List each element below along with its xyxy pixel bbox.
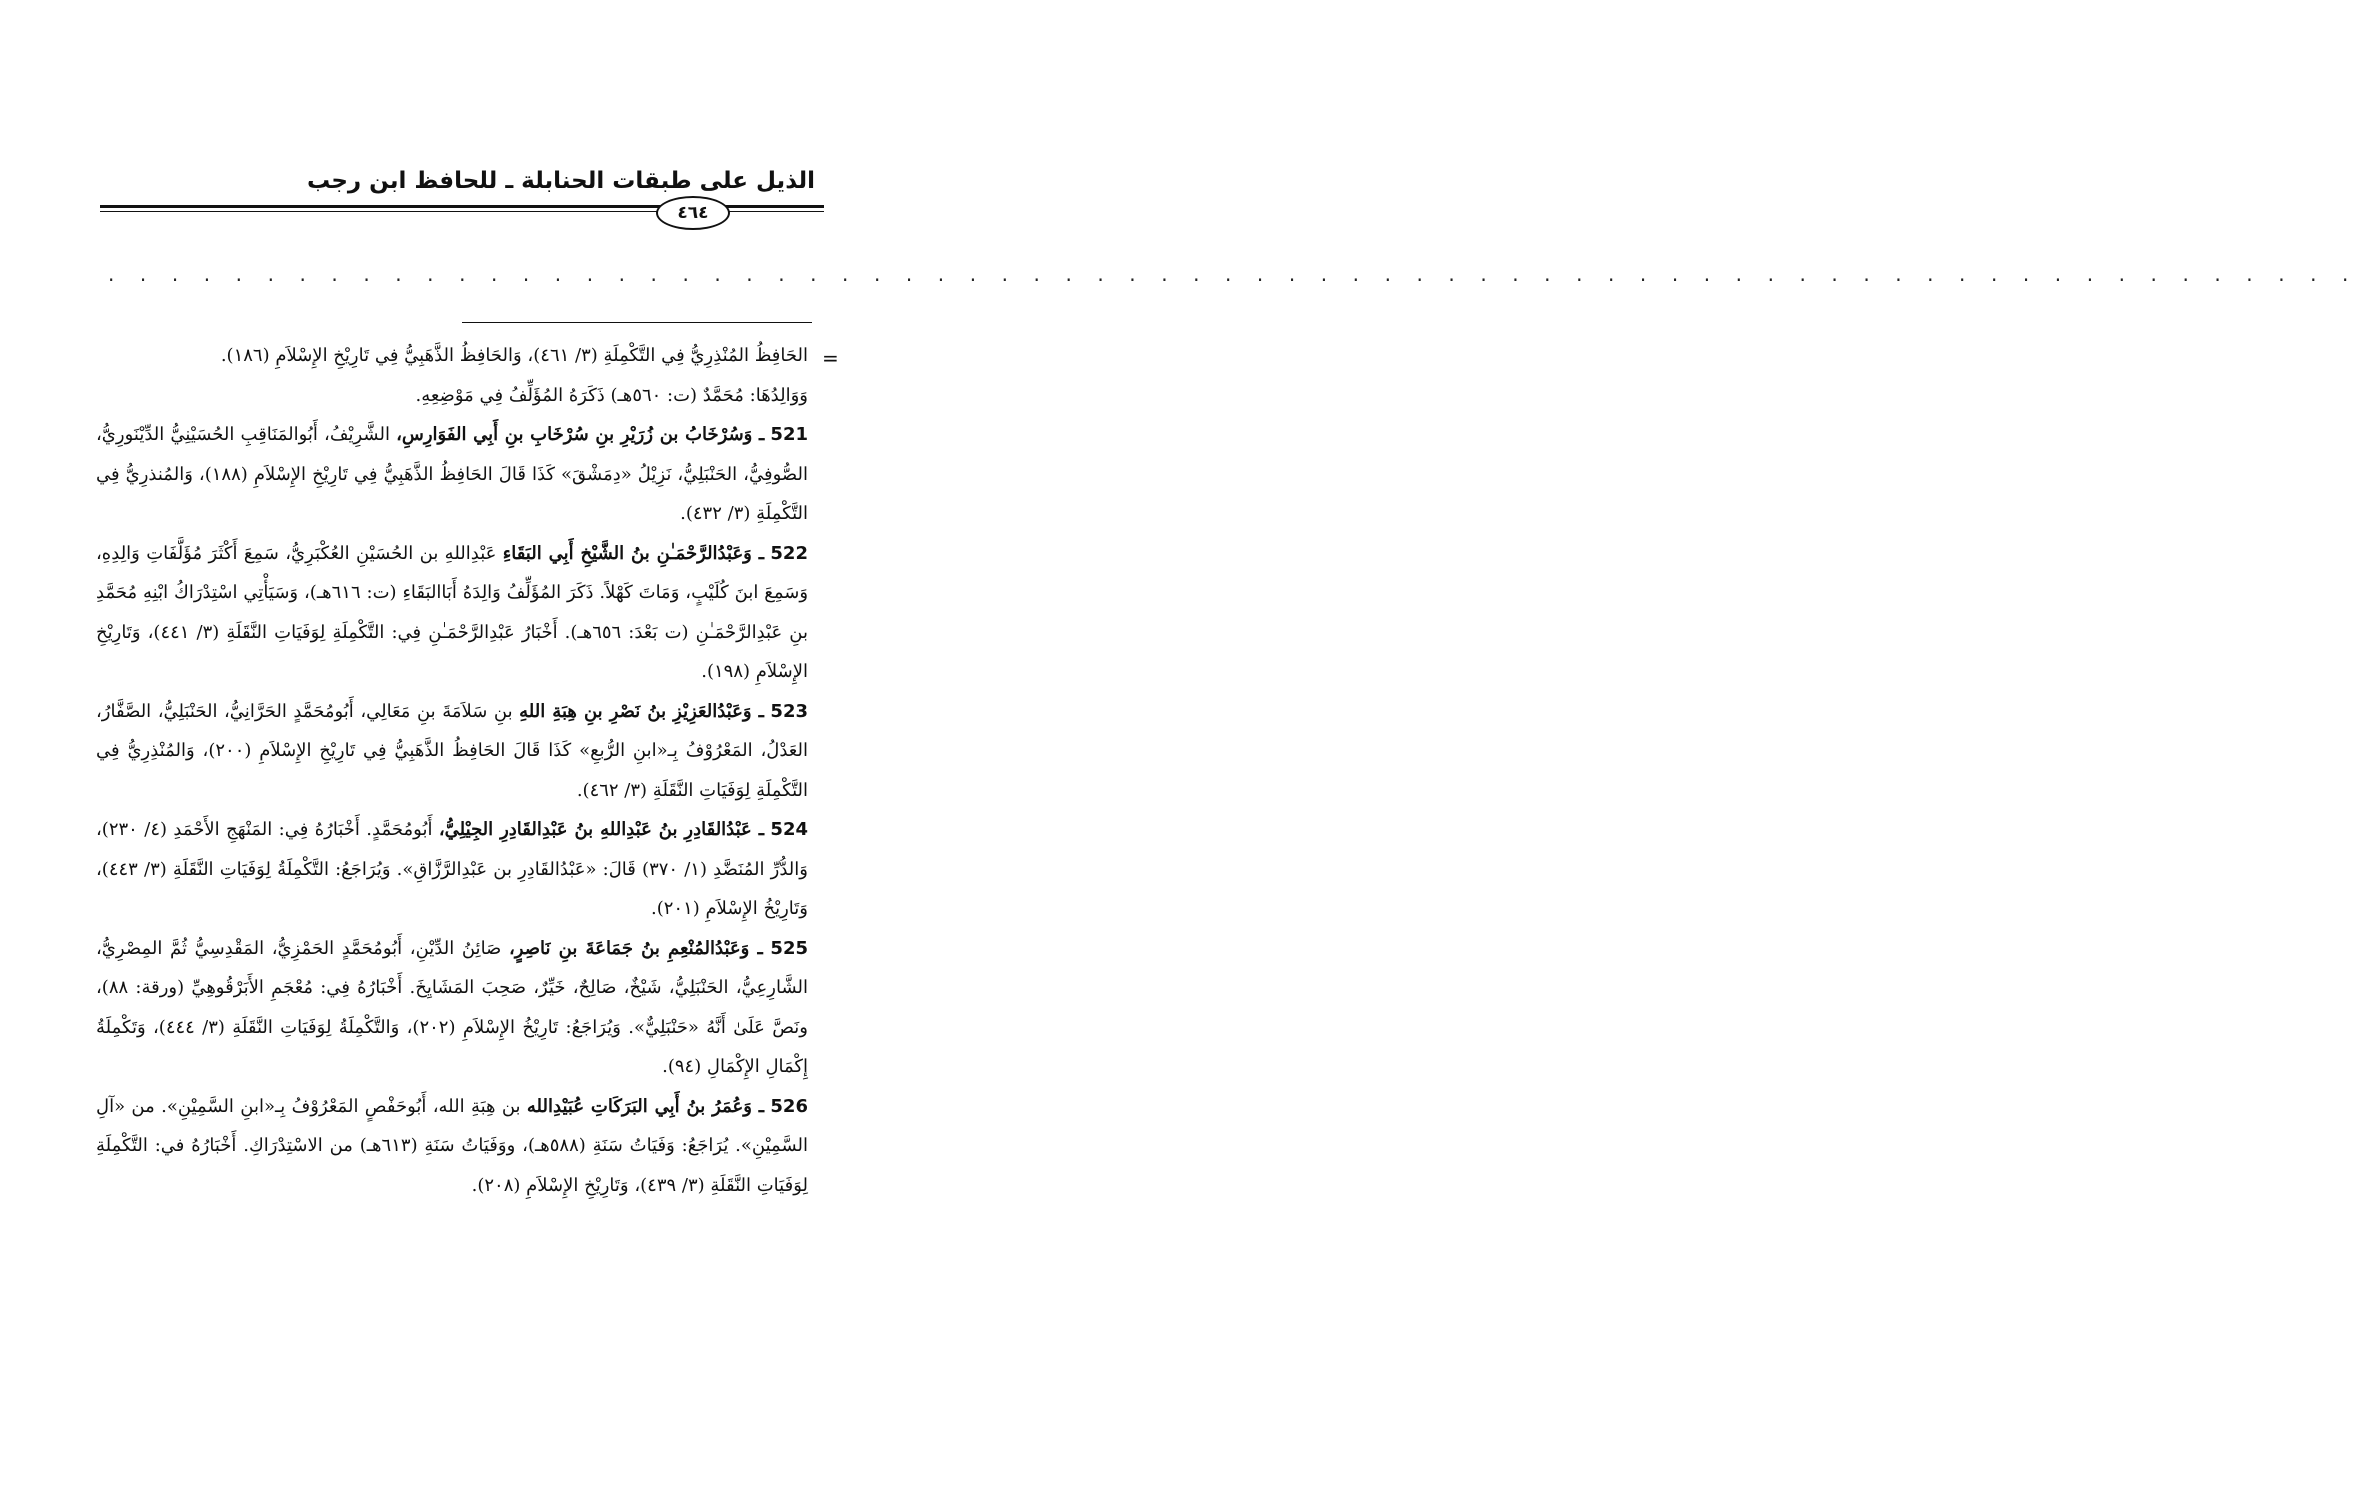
entry-number: 524 bbox=[770, 819, 808, 840]
footnote-entry-521 bbox=[96, 415, 808, 534]
entry-name: ـ وَعَبْدُالرَّحْمَـٰنِ بنُ الشَّيْخِ أَبِي البَقَاءِ bbox=[502, 542, 765, 564]
footnote-rule bbox=[462, 322, 812, 323]
entry-name: ـ وَعَبْدُالمُنْعِمِ بنُ جَمَاعَةَ بنِ نَاصِرٍ، bbox=[508, 937, 763, 959]
dotted-separator: . . . . . . . . . . . . . . . . . . . . . . . . . . . . . . . . . . . . . . . . . . . . . . . . . . . . . . . . . . . . . . . . . . . . . . . bbox=[108, 262, 2358, 286]
entry-number: 523 bbox=[770, 700, 808, 722]
footnote-entry-524 bbox=[96, 810, 808, 929]
entry-text: الشَّرِيْفُ، أَبُوالمَنَاقِبِ الحُسَيْنِيُّ الدِّيْنَورِيُّ، الصُّوفِيُّ، الحَنْبَلِيُّ، نَزِيْلُ «دِمَشْقَ» كَذَا قَالَ الحَافِظُ الذَّهَبِيُّ فِي تَارِيْخِ الإِسْلاَمِ (١٨٨)، وَالمُنذرِيُّ فِي التَّكْمِلَةِ (٣/ ٤٣٢). bbox=[96, 424, 808, 524]
page-number: ٤٦٤ bbox=[656, 196, 730, 230]
entry-text: صَائِنُ الدِّيْنِ، أَبُومُحَمَّدٍ الحَمْزِيُّ، المَقْدِسِيُّ ثُمَّ المِصْرِيُّ، الشَّارِعِيُّ، الحَنْبَلِيُّ، شَيْخٌ، صَالِحٌ، خَيِّرٌ، صَحِبَ المَشَايِخَ. أَخْبَارُهُ فِي: مُعْجَمِ الأَبَرْقُوهِيِّ (ورقة: ٨٨)، ونَصَّ عَلَىٰ أَنَّهُ «حَنْبَلِيٌّ». وَيُرَاجَعُ: تَارِيْخُ الإِسْلاَمِ (٢٠٢)، وَالتَّكْمِلَةُ لِوَفَيَاتِ النَّقَلَةِ (٣/ ٤٤٤)، وَتَكْمِلَةُ إِكْمَالِ الإِكْمَالِ (٩٤). bbox=[96, 937, 808, 1077]
running-title: الذيل على طبقات الحنابلة ـ للحافظ ابن رجب bbox=[306, 168, 815, 194]
entry-name: ـ وَسُرْخَابُ بن زُرَيْرِ بنِ سُرْخَابِ بنِ أَبِي الفَوَارِسِ، bbox=[396, 424, 765, 445]
entry-number: 525 bbox=[770, 937, 808, 959]
continuation-marker: = bbox=[822, 346, 839, 370]
footnote-entry-523 bbox=[96, 692, 808, 811]
footnote-entry-526 bbox=[96, 1087, 808, 1206]
footnote-intro-line: وَوَالِدُهَا: مُحَمَّدٌ (ت: ٥٦٠هـ) ذَكَرَهُ المُؤَلِّفُ فِي مَوْضِعِهِ. bbox=[415, 384, 808, 406]
footnote-entry-522 bbox=[96, 534, 808, 692]
footnote-entry-525 bbox=[96, 929, 808, 1087]
entry-name: ـ وَعُمَرُ بنُ أَبِي البَرَكَاتِ عُبَيْدِالله bbox=[526, 1095, 765, 1117]
entry-text: أَبُومُحَمَّدٍ. أَخْبَارُهُ فِي: المَنْهَجِ الأَحْمَدِ (٤/ ٢٣٠)، وَالدُّرِّ المُنَضَّدِ (١/ ٣٧٠) قَالَ: «عَبْدُالقَادِرِ بن عَبْدِالرَّزَّاقِ». وَيُرَاجَعُ: التَّكْمِلَةُ لِوَفَيَاتِ النَّقَلَةِ (٣/ ٤٤٣)، وَتَارِيْخُ الإِسْلاَمِ (٢٠١). bbox=[96, 819, 808, 919]
entry-number: 521 bbox=[770, 424, 808, 445]
entry-number: 522 bbox=[770, 542, 808, 564]
footnote-block bbox=[96, 336, 808, 1205]
entry-number: 526 bbox=[770, 1095, 808, 1117]
entry-text: بنِ سَلاَمَةَ بنِ مَعَالِي، أَبُومُحَمَّدٍ الحَرَّانِيُّ، الحَنْبَلِيُّ، الصَّفَّارُ، العَدْلُ، المَعْرُوْفُ بِـ«ابنِ الرُّبعِ» كَذَا قَالَ الحَافِظُ الذَّهَبِيُّ فِي تَارِيْخِ الإِسْلاَمِ (٢٠٠)، وَالمُنْذِرِيُّ فِي التَّكْمِلَةِ لِوَفَيَاتِ النَّقَلَةِ (٣/ ٤٦٢). bbox=[96, 700, 808, 801]
entry-text: عَبْدِاللهِ بن الحُسَيْنِ العُكْبَرِيُّ، سَمِعَ أَكْثَرَ مُؤَلَّفَاتِ وَالِدِهِ، وَسَمِعَ ابنَ كُلَيْبٍ، وَمَاتَ كَهْلاً. ذَكَرَ المُؤَلِّفُ وَالِدَهُ أَبَاالبَقَاءِ (ت: ٦١٦هـ)، وَسَيَأْتِي اسْتِدْرَاكُ ابْنِهِ مُحَمَّدِ بنِ عَبْدِالرَّحْمَـٰنِ (ت بَعْدَ: ٦٥٦هـ). أَخْبَارُ عَبْدِالرَّحْمَـٰنِ فِي: التَّكْمِلَةِ لِوَفَيَاتِ النَّقَلَةِ (٣/ ٤٤١)، وَتَارِيْخِ الإِسْلاَمِ (١٩٨). bbox=[96, 542, 809, 682]
entry-text: بن هِبَةِ الله، أَبُوحَفْصٍ المَعْرُوْفُ بِـ«ابنِ السَّمِيْنِ». من «آلِ السَّمِيْنِ». يُرَاجَعُ: وَفَيَاتُ سَنَةِ (٥٨٨هـ)، ووَفَيَاتُ سَنَةِ (٦١٣هـ) من الاسْتِدْرَاكِ. أَخْبَارُهُ في: التَّكْمِلَةِ لِوَفَيَاتِ النَّقَلَةِ (٣/ ٤٣٩)، وَتَارِيْخِ الإِسْلاَمِ (٢٠٨). bbox=[96, 1095, 808, 1196]
entry-name: ـ وَعَبْدُالعَزِيْزِ بنُ نَصْرِ بنِ هِبَةِ اللهِ bbox=[519, 700, 764, 722]
entry-name: ـ عَبْدُالقَادِرِ بنُ عَبْدِاللهِ بنُ عَبْدِالقَادِرِ الجِيْلِيُّ، bbox=[438, 819, 765, 840]
footnote-intro-line: الحَافِظُ المُنْذِرِيُّ فِي التَّكْمِلَةِ (٣/ ٤٦١)، وَالحَافِظُ الذَّهَبِيُّ فِي تَارِيْخِ الإِسْلاَمِ (١٨٦). bbox=[220, 345, 808, 366]
